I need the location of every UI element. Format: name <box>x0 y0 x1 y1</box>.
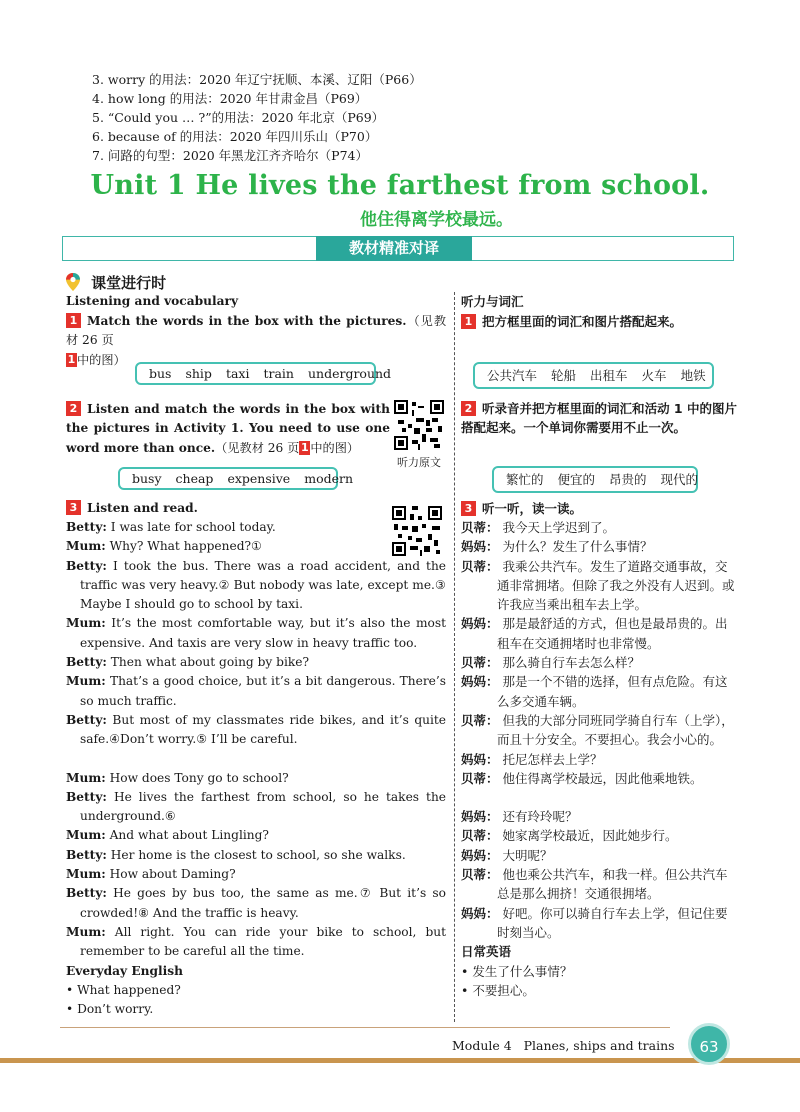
dialogue-text: How does Tony go to school? <box>109 770 289 785</box>
list-item: 4. how long 的用法：2020 年甘肃金昌（P69） <box>92 91 368 106</box>
speaker-label: 贝蒂： <box>461 520 499 535</box>
dialogue-text: And what about Lingling? <box>109 828 269 843</box>
list-item: 5. “Could you … ?”的用法：2020 年北京（P69） <box>92 110 385 125</box>
qr-code-listening[interactable]: 听力原文 <box>392 400 446 470</box>
dialogue-text: He goes by bus too, the same as me.⑦ But it’s so crowded!⑧ And the traffic is heavy. <box>80 886 446 920</box>
unit-title: Unit 1 He lives the farthest from school. <box>90 170 710 201</box>
dialogue-text: 我今天上学迟到了。 <box>502 520 616 535</box>
list-item: 7. 问路的句型：2020 年黑龙江齐齐哈尔（P74） <box>92 148 369 163</box>
everyday-heading: 日常英语 <box>461 944 512 960</box>
speaker-label: Mum: <box>66 539 106 554</box>
column-divider <box>454 292 455 1022</box>
speaker-label: Mum: <box>66 616 106 631</box>
footer-bar <box>0 1058 800 1063</box>
dialogue-line <box>66 614 446 653</box>
activity-number: 1 <box>67 352 76 366</box>
section-heading <box>64 272 166 293</box>
everyday-heading: Everyday English <box>66 963 184 978</box>
dialogue-line <box>461 807 737 826</box>
dialogue-line <box>461 865 737 904</box>
speaker-label: Mum: <box>66 924 106 939</box>
dialogue-line <box>66 769 446 788</box>
speaker-label: Mum: <box>66 867 106 882</box>
dialogue-line <box>461 711 737 750</box>
speaker-label: Betty: <box>66 712 107 727</box>
word-box-2: busy cheap expensive modern <box>118 467 338 490</box>
dialogue-line <box>66 865 446 884</box>
dialogue-line <box>66 557 446 615</box>
section-heading-text: 课堂进行时 <box>91 274 167 292</box>
activity-number: 2 <box>66 401 81 416</box>
dialogue-text: 那么骑自行车去怎么样？ <box>502 655 641 671</box>
dialogue-text: 她家离学校最近，因此她步行。 <box>502 828 678 844</box>
dialogue-line <box>66 846 446 865</box>
dialogue-line <box>66 826 446 845</box>
activity-2-en: 2 Listen and match the words in the box with the pictures in Activity 1. You need to use one word more than once.（见教材 26 页 1 中的图） <box>66 402 390 455</box>
dialogue-text: 好吧。你可以骑自行车去上学，但记住要时刻当心。 <box>497 905 728 940</box>
dialogue-text: Her home is the closest to school, so she walks. <box>110 847 406 862</box>
dialogue-en <box>66 518 446 1019</box>
dialogue-text: 那是最舒适的方式，但也是最昂贵的。出租车在交通拥堵时也非常慢。 <box>497 616 728 651</box>
dialogue-text: It’s the most comfortable way, but it’s also the most expensive. And taxis are very slow in heavy traffic too. <box>80 616 447 650</box>
dialogue-line <box>461 537 737 556</box>
speaker-label: Betty: <box>66 520 107 534</box>
list-item: 3. worry 的用法：2020 年辽宁抚顺、本溪、辽阳（P66） <box>92 72 422 87</box>
unit-subtitle: 他住得离学校最远。 <box>360 210 513 230</box>
dialogue-line <box>66 884 446 923</box>
location-pin-icon <box>64 272 82 292</box>
dialogue-text: 托尼怎样去上学？ <box>502 751 603 767</box>
dialogue-line <box>461 518 737 537</box>
dialogue-text: 为什么？发生了什么事情？ <box>502 539 653 555</box>
speaker-label: Betty: <box>66 655 107 670</box>
dialogue-text: I took the bus. There was a road accident, and the traffic was very heavy.② But nobody was late, except me.③ Maybe I should go to school by taxi. <box>80 558 447 612</box>
dialogue-text: He lives the farthest from school, so he takes the underground.⑥ <box>80 789 447 824</box>
activity-number: 1 <box>461 314 476 329</box>
dialogue-line <box>461 846 737 865</box>
footer-module: Module 4 Planes, ships and trains <box>452 1038 675 1053</box>
dialogue-text: I was late for school today. <box>110 520 276 534</box>
dialogue-line <box>66 537 446 556</box>
activity-3-zh: 3 听一听，读一读。 <box>461 499 582 518</box>
everyday-item: • What happened? <box>66 982 181 997</box>
reference-list <box>92 70 422 165</box>
speaker-label: 贝蒂： <box>461 867 499 883</box>
dialogue-line <box>461 672 737 711</box>
dialogue-text: 那是一个不错的选择，但有点危险。有这么多交通车辆。 <box>497 674 728 709</box>
activity-2-zh: 2 听录音并把方框里面的词汇和活动 1 中的图片搭配起来。一个单词你需要用不止一次。 <box>461 401 737 436</box>
dialogue-line <box>461 788 737 807</box>
activity-1-en: 1 Match the words in the box with the pictures.（见教材 26 页 1 中的图） <box>66 314 447 367</box>
speaker-label: Betty: <box>66 789 107 804</box>
footer-rule <box>60 1027 670 1028</box>
speaker-label: Mum: <box>66 828 106 843</box>
speaker-label: 妈妈： <box>461 751 499 767</box>
speaker-label: 妈妈： <box>461 847 499 863</box>
word-box-2-zh: 繁忙的 便宜的 昂贵的 现代的 <box>492 466 698 493</box>
dialogue-text: How about Daming? <box>109 867 236 882</box>
dialogue-line <box>66 653 446 672</box>
activity-number: 1 <box>66 313 81 328</box>
speaker-label: 贝蒂： <box>461 655 499 671</box>
word-box-1-zh: 公共汽车 轮船 出租车 火车 地铁 <box>473 362 714 389</box>
dialogue-text: 他住得离学校最远，因此他乘地铁。 <box>502 770 703 786</box>
left-heading: Listening and vocabulary <box>66 294 239 308</box>
activity-number: 3 <box>66 500 81 515</box>
right-heading: 听力与词汇 <box>461 294 524 309</box>
dialogue-line <box>66 518 446 537</box>
speaker-label: 妈妈： <box>461 539 499 555</box>
speaker-label: 妈妈： <box>461 616 499 632</box>
speaker-label: 妈妈： <box>461 674 499 690</box>
banner-label: 教材精准对译 <box>316 236 472 261</box>
dialogue-text: 我乘公共汽车。发生了道路交通事故，交通非常拥堵。但除了我之外没有人迟到。或许我应当乘出租车去上学。 <box>497 558 735 613</box>
activity-number: 3 <box>461 501 476 516</box>
dialogue-text: All right. You can ride your bike to school, but remember to be careful all the time. <box>80 924 446 959</box>
dialogue-line <box>461 904 737 943</box>
dialogue-line <box>461 769 737 788</box>
dialogue-text: But most of my classmates ride bikes, and it’s quite safe.④Don’t worry.⑤ I’ll be careful. <box>80 712 447 747</box>
word-box-1: bus ship taxi train underground <box>135 362 376 385</box>
dialogue-line <box>66 711 446 750</box>
speaker-label: 贝蒂： <box>461 712 499 728</box>
speaker-label: 妈妈： <box>461 905 499 921</box>
dialogue-line <box>66 672 446 711</box>
dialogue-line <box>66 788 446 827</box>
dialogue-text: 还有玲玲呢？ <box>502 809 578 825</box>
dialogue-text: Then what about going by bike? <box>110 655 309 670</box>
speaker-label: Mum: <box>66 674 106 689</box>
dialogue-line <box>461 826 737 845</box>
dialogue-line <box>461 557 737 615</box>
activity-1-zh: 1 把方框里面的词汇和图片搭配起来。 <box>461 312 736 331</box>
page-number: 63 <box>688 1023 730 1065</box>
speaker-label: 妈妈： <box>461 809 499 825</box>
everyday-item: • Don’t worry. <box>66 1002 154 1017</box>
everyday-item: • 不要担心。 <box>461 982 535 998</box>
dialogue-line <box>66 750 446 769</box>
activity-3-en: 3 Listen and read. <box>66 499 446 518</box>
dialogue-line <box>461 653 737 672</box>
dialogue-text: Why? What happened?① <box>109 539 262 554</box>
speaker-label: Betty: <box>66 886 107 901</box>
speaker-label: 贝蒂： <box>461 770 499 786</box>
dialogue-line <box>461 614 737 653</box>
dialogue-text: 他也乘公共汽车，和我一样。但公共汽车总是那么拥挤！交通很拥堵。 <box>497 867 728 902</box>
dialogue-text: 但我的大部分同班同学骑自行车（上学），而且十分安全。不要担心。我会小心的。 <box>497 712 734 748</box>
speaker-label: 贝蒂： <box>461 558 499 574</box>
speaker-label: Mum: <box>66 770 106 785</box>
speaker-label: Betty: <box>66 558 107 573</box>
dialogue-text: That’s a good choice, but it’s a bit dangerous. There’s so much traffic. <box>80 674 446 708</box>
activity-number: 2 <box>461 401 476 416</box>
speaker-label: 贝蒂： <box>461 828 499 844</box>
dialogue-line <box>66 923 446 962</box>
speaker-label: Betty: <box>66 847 107 862</box>
dialogue-zh <box>461 518 737 1000</box>
list-item: 6. because of 的用法：2020 年四川乐山（P70） <box>92 129 378 144</box>
qr-code-icon <box>394 400 444 450</box>
dialogue-line <box>461 750 737 769</box>
dialogue-text: 大明呢？ <box>502 847 553 863</box>
everyday-item: • 发生了什么事情？ <box>461 963 573 979</box>
